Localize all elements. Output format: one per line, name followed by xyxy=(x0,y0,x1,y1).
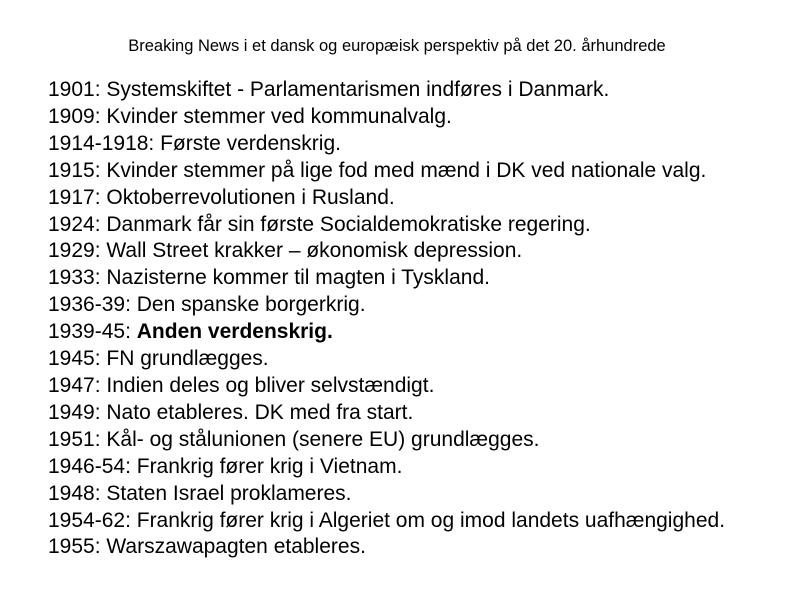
entry-text: 1924: Danmark får sin første Socialdemokratiske regering. xyxy=(48,212,591,236)
timeline-entry xyxy=(48,346,788,373)
entry-text: 1948: Staten Israel proklameres. xyxy=(48,481,352,505)
timeline-entry xyxy=(48,265,788,292)
timeline-entry xyxy=(48,185,788,212)
entry-text: 1909: Kvinder stemmer ved kommunalvalg. xyxy=(48,104,452,128)
entry-bold-text: Anden verdenskrig. xyxy=(136,320,333,344)
timeline-entry xyxy=(48,427,788,454)
entry-text: 1917: Oktoberrevolutionen i Rusland. xyxy=(48,185,395,209)
entry-text: 1954-62: Frankrig fører krig i Algeriet om og imod landets uafhængighed. xyxy=(48,508,726,532)
timeline-entry xyxy=(48,238,788,265)
timeline-entry xyxy=(48,454,788,481)
entry-text: 1939-45: xyxy=(48,320,137,344)
timeline-entry xyxy=(48,131,788,158)
entry-text: 1945: FN grundlægges. xyxy=(48,347,269,371)
timeline-entry xyxy=(48,292,788,319)
entry-text: 1949: Nato etableres. DK med fra start. xyxy=(48,400,414,424)
entry-text: 1915: Kvinder stemmer på lige fod med mænd i DK ved nationale valg. xyxy=(48,158,707,182)
timeline-entry xyxy=(48,373,788,400)
entry-text: 1936-39: Den spanske borgerkrig. xyxy=(48,293,366,317)
timeline-entry xyxy=(48,104,788,131)
timeline-entry xyxy=(48,400,788,427)
timeline-entry xyxy=(48,77,788,104)
entry-text: 1947: Indien deles og bliver selvstændigt. xyxy=(48,373,435,397)
entry-text: 1933: Nazisterne kommer til magten i Tyskland. xyxy=(48,266,490,290)
entry-text: 1946-54: Frankrig fører krig i Vietnam. xyxy=(48,454,403,478)
timeline-entry xyxy=(48,212,788,239)
entry-text: 1914-1918: Første verdenskrig. xyxy=(48,131,341,155)
timeline-entry xyxy=(48,508,788,535)
entry-text: 1951: Kål- og stålunionen (senere EU) grundlægges. xyxy=(48,427,540,451)
entry-text: 1929: Wall Street krakker – økonomisk depression. xyxy=(48,239,523,263)
timeline-entry xyxy=(48,319,788,346)
timeline-entry xyxy=(48,158,788,185)
slide-title: Breaking News i et dansk og europæisk perspektiv på det 20. århundrede xyxy=(128,37,666,55)
entry-text: 1955: Warszawapagten etableres. xyxy=(48,535,366,559)
timeline-entry xyxy=(48,481,788,508)
entry-text: 1901: Systemskiftet - Parlamentarismen indføres i Danmark. xyxy=(48,78,610,101)
timeline-list xyxy=(48,77,788,561)
timeline-entry xyxy=(48,534,788,561)
